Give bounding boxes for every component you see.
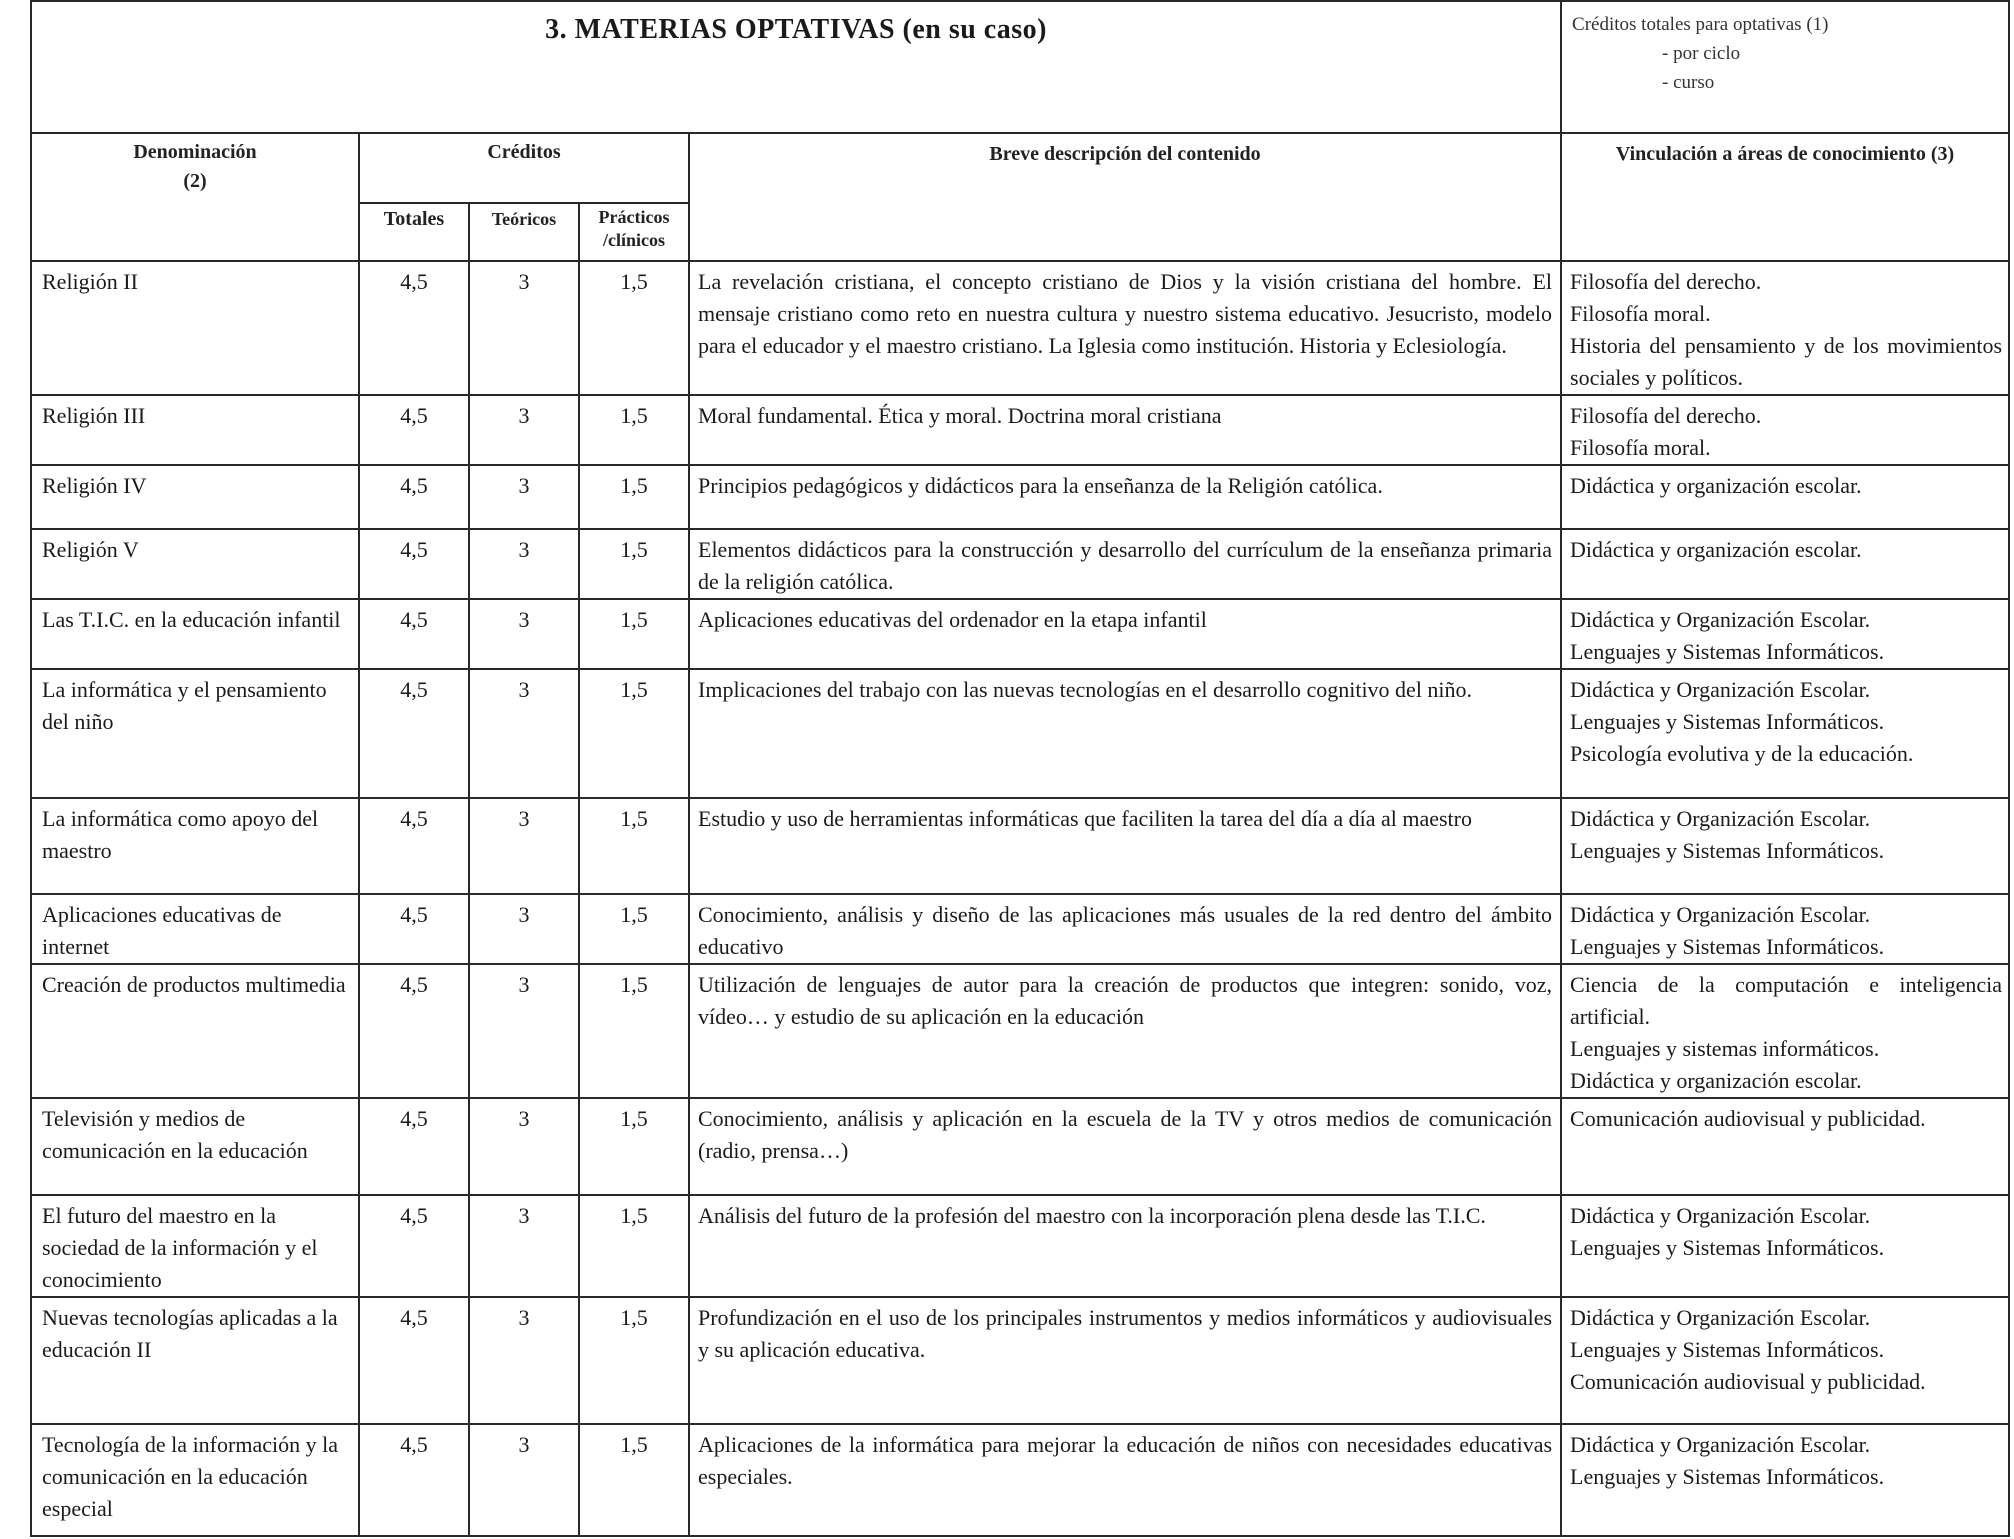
subject-name: Religión II xyxy=(31,261,359,395)
header-denominacion-note: (2) xyxy=(183,170,207,192)
credits-teoricos: 3 xyxy=(469,798,579,894)
knowledge-area: Comunicación audiovisual y publicidad. xyxy=(1570,1106,1926,1131)
credits-practicos: 1,5 xyxy=(579,798,689,894)
subject-name: Nuevas tecnologías aplicadas a la educación II xyxy=(31,1297,359,1424)
subject-name: Religión IV xyxy=(31,465,359,529)
knowledge-area: Ciencia de la computación e inteligencia artificial. xyxy=(1570,972,2003,1029)
knowledge-area: Didáctica y Organización Escolar. xyxy=(1570,806,1871,831)
knowledge-area: Lenguajes y Sistemas Informáticos. xyxy=(1570,1464,1885,1489)
knowledge-area: Filosofía moral. xyxy=(1570,301,1711,326)
credits-totales: 4,5 xyxy=(359,529,469,599)
optativas-table xyxy=(30,0,2010,1537)
knowledge-area: Lenguajes y sistemas informáticos. xyxy=(1570,1036,1880,1061)
knowledge-area: Lenguajes y Sistemas Informáticos. xyxy=(1570,838,1885,863)
document-page xyxy=(30,0,2010,1537)
subject-name: Tecnología de la información y la comunicación en la educación especial xyxy=(31,1424,359,1536)
subject-name: La informática y el pensamiento del niño xyxy=(31,669,359,798)
knowledge-area: Didáctica y Organización Escolar. xyxy=(1570,1203,1871,1228)
content-description: Aplicaciones educativas del ordenador en la etapa infantil xyxy=(689,599,1561,669)
credits-teoricos: 3 xyxy=(469,395,579,465)
credits-totales: 4,5 xyxy=(359,964,469,1098)
credits-practicos: 1,5 xyxy=(579,1195,689,1297)
knowledge-area: Lenguajes y Sistemas Informáticos. xyxy=(1570,709,1885,734)
knowledge-area: Lenguajes y Sistemas Informáticos. xyxy=(1570,934,1885,959)
knowledge-areas xyxy=(1561,894,2009,964)
credits-totales: 4,5 xyxy=(359,395,469,465)
knowledge-area: Comunicación audiovisual y publicidad. xyxy=(1570,1369,1926,1394)
subject-name: Aplicaciones educativas de internet xyxy=(31,894,359,964)
knowledge-area: Filosofía moral. xyxy=(1570,435,1711,460)
header-creditos: Créditos xyxy=(359,133,689,203)
credits-box xyxy=(1561,1,2009,133)
header-vinculacion: Vinculación a áreas de conocimiento (3) xyxy=(1561,133,2009,261)
knowledge-area: Didáctica y organización escolar. xyxy=(1570,1068,1862,1093)
credits-totales: 4,5 xyxy=(359,465,469,529)
credits-practicos: 1,5 xyxy=(579,964,689,1098)
knowledge-areas xyxy=(1561,1424,2009,1536)
table-row xyxy=(31,261,2009,395)
knowledge-area: Lenguajes y Sistemas Informáticos. xyxy=(1570,639,1885,664)
knowledge-areas xyxy=(1561,1195,2009,1297)
knowledge-areas xyxy=(1561,1098,2009,1195)
knowledge-areas xyxy=(1561,798,2009,894)
credits-practicos: 1,5 xyxy=(579,1098,689,1195)
table-row xyxy=(31,529,2009,599)
content-description: Estudio y uso de herramientas informáticas que faciliten la tarea del día a día al maestro xyxy=(689,798,1561,894)
credits-practicos: 1,5 xyxy=(579,529,689,599)
credits-total-label: Créditos totales para optativas (1) xyxy=(1572,14,1829,35)
credits-teoricos: 3 xyxy=(469,465,579,529)
credits-teoricos: 3 xyxy=(469,599,579,669)
table-row xyxy=(31,669,2009,798)
content-description: Moral fundamental. Ética y moral. Doctrina moral cristiana xyxy=(689,395,1561,465)
table-row xyxy=(31,599,2009,669)
credits-teoricos: 3 xyxy=(469,669,579,798)
knowledge-area: Didáctica y organización escolar. xyxy=(1570,473,1862,498)
table-row xyxy=(31,395,2009,465)
knowledge-areas xyxy=(1561,669,2009,798)
credits-practicos: 1,5 xyxy=(579,261,689,395)
knowledge-area: Psicología evolutiva y de la educación. xyxy=(1570,741,1914,766)
content-description: Conocimiento, análisis y aplicación en la escuela de la TV y otros medios de comunicación (radio, prensa…) xyxy=(689,1098,1561,1195)
knowledge-areas xyxy=(1561,1297,2009,1424)
credits-practicos: 1,5 xyxy=(579,395,689,465)
header-practicos xyxy=(579,203,689,261)
credits-totales: 4,5 xyxy=(359,1297,469,1424)
credits-teoricos: 3 xyxy=(469,1195,579,1297)
table-row xyxy=(31,1297,2009,1424)
credits-teoricos: 3 xyxy=(469,1098,579,1195)
subject-name: Televisión y medios de comunicación en la educación xyxy=(31,1098,359,1195)
header-row xyxy=(31,133,2009,203)
credits-totales: 4,5 xyxy=(359,261,469,395)
table-row xyxy=(31,964,2009,1098)
credits-practicos: 1,5 xyxy=(579,894,689,964)
knowledge-area: Filosofía del derecho. xyxy=(1570,403,1762,428)
content-description: Principios pedagógicos y didácticos para la enseñanza de la Religión católica. xyxy=(689,465,1561,529)
credits-practicos: 1,5 xyxy=(579,599,689,669)
table-body xyxy=(31,261,2009,1536)
knowledge-area: Didáctica y Organización Escolar. xyxy=(1570,607,1871,632)
table-row xyxy=(31,798,2009,894)
title-cell xyxy=(31,1,1561,133)
credits-totales: 4,5 xyxy=(359,894,469,964)
subject-name: Las T.I.C. en la educación infantil xyxy=(31,599,359,669)
knowledge-areas xyxy=(1561,599,2009,669)
credits-teoricos: 3 xyxy=(469,529,579,599)
knowledge-area: Didáctica y Organización Escolar. xyxy=(1570,1432,1871,1457)
credits-practicos: 1,5 xyxy=(579,1297,689,1424)
credits-teoricos: 3 xyxy=(469,1424,579,1536)
subject-name: Religión III xyxy=(31,395,359,465)
content-description: La revelación cristiana, el concepto cristiano de Dios y la visión cristiana del hombre. El mensaje cristiano como reto en nuestra cultura y nuestro sistema educativo. Jesucristo, modelo para el educador y el maestro cristiano. La Iglesia como institución. Historia y Eclesiología. xyxy=(689,261,1561,395)
credits-teoricos: 3 xyxy=(469,894,579,964)
content-description: Aplicaciones de la informática para mejorar la educación de niños con necesidades educativas especiales. xyxy=(689,1424,1561,1536)
credits-totales: 4,5 xyxy=(359,798,469,894)
credits-per-cycle-label: - por ciclo xyxy=(1662,43,1741,64)
credits-totales: 4,5 xyxy=(359,1195,469,1297)
knowledge-areas xyxy=(1561,964,2009,1098)
header-teoricos: Teóricos xyxy=(469,203,579,261)
table-row xyxy=(31,1424,2009,1536)
header-denominacion-label: Denominación xyxy=(133,141,257,163)
subject-name: La informática como apoyo del maestro xyxy=(31,798,359,894)
credits-totales: 4,5 xyxy=(359,669,469,798)
page-title: 3. MATERIAS OPTATIVAS (en su caso) xyxy=(545,14,1047,45)
knowledge-area: Lenguajes y Sistemas Informáticos. xyxy=(1570,1337,1885,1362)
content-description: Elementos didácticos para la construcción y desarrollo del currículum de la enseñanza primaria de la religión católica. xyxy=(689,529,1561,599)
knowledge-area: Didáctica y organización escolar. xyxy=(1570,537,1862,562)
header-descripcion: Breve descripción del contenido xyxy=(689,133,1561,261)
knowledge-area: Didáctica y Organización Escolar. xyxy=(1570,1305,1871,1330)
knowledge-area: Filosofía del derecho. xyxy=(1570,269,1762,294)
header-denominacion xyxy=(31,133,359,261)
credits-teoricos: 3 xyxy=(469,261,579,395)
credits-totales: 4,5 xyxy=(359,599,469,669)
content-description: Implicaciones del trabajo con las nuevas tecnologías en el desarrollo cognitivo del niño. xyxy=(689,669,1561,798)
knowledge-area: Lenguajes y Sistemas Informáticos. xyxy=(1570,1235,1885,1260)
credits-teoricos: 3 xyxy=(469,964,579,1098)
credits-totales: 4,5 xyxy=(359,1098,469,1195)
table-row xyxy=(31,1195,2009,1297)
table-row xyxy=(31,465,2009,529)
knowledge-areas xyxy=(1561,261,2009,395)
subject-name: El futuro del maestro en la sociedad de la información y el conocimiento xyxy=(31,1195,359,1297)
credits-teoricos: 3 xyxy=(469,1297,579,1424)
content-description: Utilización de lenguajes de autor para la creación de productos que integren: sonido, voz, vídeo… y estudio de su aplicación en la educación xyxy=(689,964,1561,1098)
knowledge-area: Didáctica y Organización Escolar. xyxy=(1570,902,1871,927)
header-practicos-sub: /clínicos xyxy=(603,230,665,250)
knowledge-area: Didáctica y Organización Escolar. xyxy=(1570,677,1871,702)
subject-name: Religión V xyxy=(31,529,359,599)
credits-totales: 4,5 xyxy=(359,1424,469,1536)
credits-practicos: 1,5 xyxy=(579,465,689,529)
header-practicos-label: Prácticos xyxy=(598,207,670,227)
credits-per-course-label: - curso xyxy=(1662,72,1715,93)
knowledge-area: Historia del pensamiento y de los movimientos sociales y políticos. xyxy=(1570,333,2003,390)
knowledge-areas xyxy=(1561,395,2009,465)
credits-practicos: 1,5 xyxy=(579,669,689,798)
header-totales: Totales xyxy=(359,203,469,261)
content-description: Análisis del futuro de la profesión del maestro con la incorporación plena desde las T.I.C. xyxy=(689,1195,1561,1297)
subject-name: Creación de productos multimedia xyxy=(31,964,359,1098)
title-row xyxy=(31,1,2009,133)
table-row xyxy=(31,1098,2009,1195)
table-row xyxy=(31,894,2009,964)
credits-practicos: 1,5 xyxy=(579,1424,689,1536)
content-description: Profundización en el uso de los principales instrumentos y medios informáticos y audiovisuales y su aplicación educativa. xyxy=(689,1297,1561,1424)
knowledge-areas xyxy=(1561,465,2009,529)
knowledge-areas xyxy=(1561,529,2009,599)
content-description: Conocimiento, análisis y diseño de las aplicaciones más usuales de la red dentro del ámbito educativo xyxy=(689,894,1561,964)
